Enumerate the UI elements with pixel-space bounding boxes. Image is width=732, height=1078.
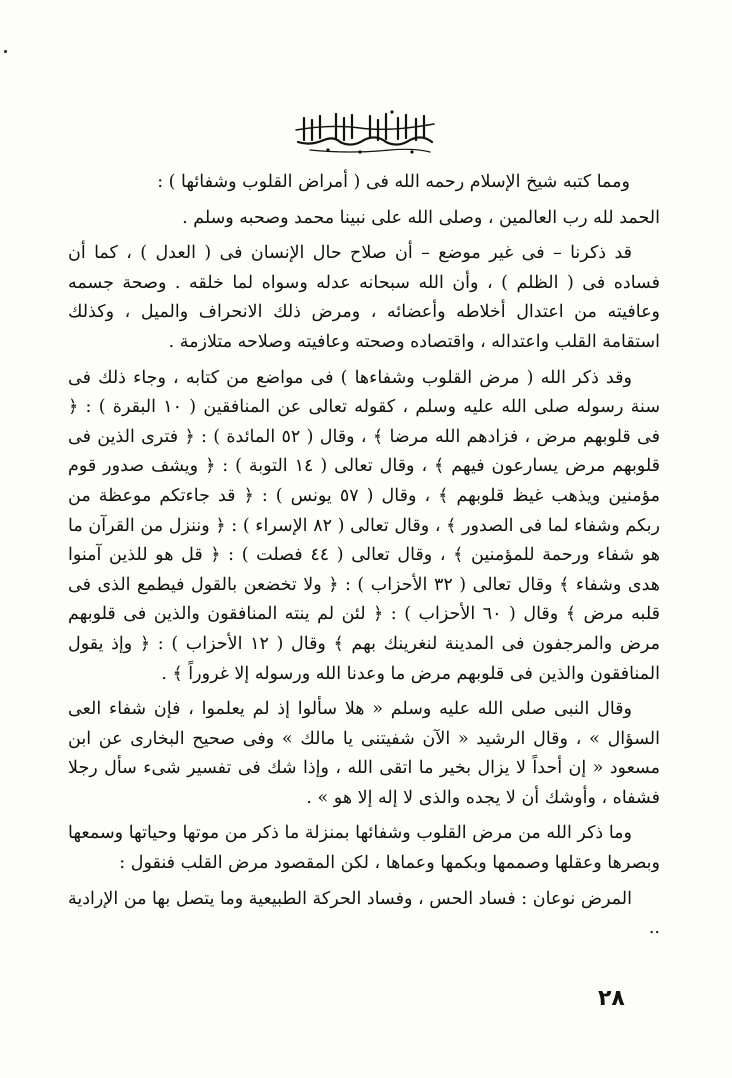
page-number: ٢٨ <box>598 986 625 1011</box>
basmala-calligraphy-icon <box>290 106 440 156</box>
paragraph-hadith: وقال النبى صلى الله عليه وسلم « هلا سألوا إذ لم يعلموا ، فإن شفاء العى السؤال » ، وقال الرشيد « الآن شفيتنى يا مالك » وفى صحيح البخارى عن ابن مسعود « إن أحداً لا يزال بخير ما اتقى الله ، وإذا شك فى تفسير شىء سأل رجلا فشفاه ، وأوشك أن لا يجده والذى لا إله إلا هو » . <box>68 699 660 808</box>
paragraph-adl: قد ذكرنا – فى غير موضع – أن صلاح حال الإنسان فى ( العدل ) ، كما أن فساده فى ( الظلم ) ، وأن الله سبحانه عدله وسواه لما خلقه . وصحة جسمه وعافيته من اعتدال أخلاطه وأعضائه ، ومرض ذلك الانحراف والميل ، وكذلك استقامة القلب واعتداله ، واقتصاده وصحته وعافيته وصلاحه متلازمة . <box>68 243 660 352</box>
hamdala-line: الحمد لله رب العالمين ، وصلى الله على نبينا محمد وصحبه وسلم . <box>182 207 660 228</box>
paragraph-maradh-qalb: وما ذكر الله من مرض القلوب وشفائها بمنزلة ما ذكر من موتها وحياتها وسمعها وبصرها وعقلها وصممها وبكمها وعماها ، لكن المقصود مرض القلب فنقول : <box>68 823 660 874</box>
body-text <box>68 168 660 950</box>
paragraph-types-of-disease: المرض نوعان : فساد الحس ، وفساد الحركة الطبيعية وما يتصل بها من الإرادية .. <box>68 888 660 939</box>
basmala-calligraphy <box>290 106 440 156</box>
scan-speck <box>4 50 7 53</box>
intro-line: ومما كتبه شيخ الإسلام رحمه الله فى ( أمراض القلوب وشفائها ) : <box>157 172 630 192</box>
paragraph-quran-verses: وقد ذكر الله ( مرض القلوب وشفاءها ) فى مواضع من كتابه ، وجاء ذلك فى سنة رسوله صلى الله عليه وسلم ، كقوله تعالى عن المنافقين ( ١٠ البقرة ) : ﴿ فى قلوبهم مرض ، فزادهم الله مرضا ﴾ ، وقال ( ٥٢ المائدة ) : ﴿ فترى الذين فى قلوبهم مرض يسارعون فيهم ﴾ ، وقال تعالى ( ١٤ التوبة ) : ﴿ ويشف صدور قوم مؤمنين ويذهب غيظ قلوبهم ﴾ ، وقال ( ٥٧ يونس ) : ﴿ قد جاءتكم موعظة من ربكم وشفاء لما فى الصدور ﴾ ، وقال تعالى ( ٨٢ الإسراء ) : ﴿ وننزل من القرآن ما هو شفاء ورحمة للمؤمنين ﴾ ، وقال تعالى ( ٤٤ فصلت ) : ﴿ قل هو للذين آمنوا هدى وشفاء ﴾ وقال تعالى ( ٣٢ الأحزاب ) : ﴿ ولا تخضعن بالقول فيطمع الذى فى قلبه مرض ﴾ وقال ( ٦٠ الأحزاب ) : ﴿ لئن لم ينته المنافقون والذين فى قلوبهم مرض والمرجفون فى المدينة لنغرينك بهم ﴾ وقال ( ١٢ الأحزاب ) : ﴿ وإذ يقول المنافقون والذين فى قلوبهم مرض ما وعدنا الله ورسوله إلا غروراً ﴾ . <box>68 367 661 684</box>
